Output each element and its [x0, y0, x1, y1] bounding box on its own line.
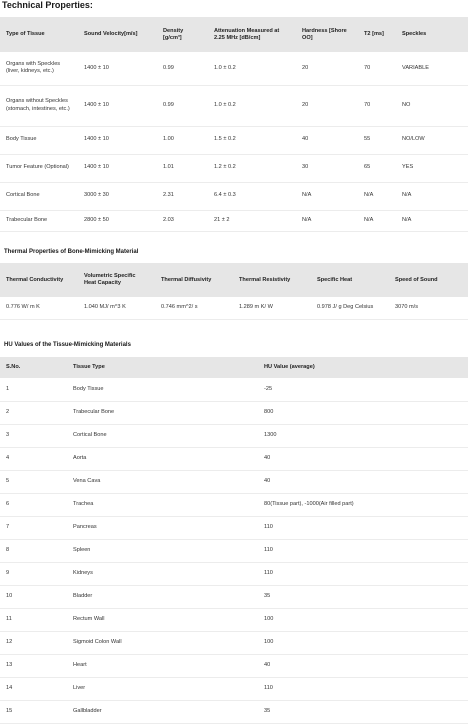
table-cell: 40	[264, 477, 271, 484]
table-cell: Body Tissue	[73, 385, 104, 392]
column-header: Volumetric Specific Heat Capacity	[78, 263, 155, 297]
table-cell: 14	[6, 684, 13, 691]
table-cell: NO	[402, 101, 411, 108]
table-cell: Kidneys	[73, 569, 93, 576]
table-cell: 4	[6, 454, 10, 461]
table-cell: Body Tissue	[6, 136, 37, 143]
table-cell: 1.5 ± 0.2	[214, 136, 236, 143]
column-header: T2 [ms]	[358, 17, 396, 52]
table-cell: 13	[6, 661, 13, 668]
column-header: Tissue Type	[67, 357, 258, 378]
table-cell: Liver	[73, 684, 86, 691]
column-header: Hardness [Shore OO]	[296, 17, 358, 52]
table-cell: 1.0 ± 0.2	[214, 101, 236, 108]
table-row	[0, 470, 468, 493]
table-cell: 35	[264, 592, 271, 599]
table-row	[0, 154, 468, 182]
table-row	[0, 52, 468, 85]
table-row	[0, 677, 468, 700]
table-cell: N/A	[302, 216, 312, 223]
technical-properties-table	[0, 17, 468, 232]
table-row	[0, 516, 468, 539]
table-cell: 110	[264, 684, 273, 691]
table-cell: N/A	[402, 216, 412, 223]
table-row	[0, 182, 468, 210]
table-cell: 1.289 m K/ W	[239, 304, 273, 310]
table-cell: 3	[6, 431, 10, 438]
table-cell: 21 ± 2	[214, 216, 230, 223]
table-row	[0, 401, 468, 424]
table-cell: 40	[264, 454, 271, 461]
column-header: Attenuation Measured at 2.25 MHz [dB/cm]	[208, 17, 296, 52]
table-cell: 9	[6, 569, 10, 576]
column-header: Density [g/cm³]	[157, 17, 208, 52]
table-row	[0, 562, 468, 585]
table-row	[0, 700, 468, 723]
column-header: Type of Tissue	[0, 17, 78, 52]
table-cell: Organs without Speckles (stomach, intestines, etc.)	[6, 98, 70, 112]
table-row	[0, 608, 468, 631]
column-header: Specific Heat	[311, 263, 389, 297]
table-cell: Spleen	[73, 546, 91, 553]
table-cell: 7	[6, 523, 10, 530]
table-cell: 2.31	[163, 192, 174, 199]
table-row	[0, 424, 468, 447]
table-cell: Cortical Bone	[6, 192, 40, 199]
table-row	[0, 126, 468, 154]
table-cell: 110	[264, 569, 273, 576]
table-cell: Tumor Feature (Optional)	[6, 164, 69, 171]
table-cell: 20	[302, 64, 309, 71]
table-cell: 2800 ± 50	[84, 216, 109, 223]
table-row	[0, 85, 468, 126]
column-header: Thermal Resistivity	[233, 263, 311, 297]
table-cell: 5	[6, 477, 10, 484]
table-cell: 1300	[264, 431, 277, 438]
table-cell: 0.776 W/ m K	[6, 304, 40, 310]
table-cell: 35	[264, 707, 271, 714]
table-cell: 1.2 ± 0.2	[214, 164, 236, 171]
table-cell: 0.746 mm^2/ s	[161, 304, 198, 310]
table-cell: 0.99	[163, 64, 174, 71]
table-cell: 80(Tissue part), -1000(Air filled part)	[264, 500, 354, 507]
table-row	[0, 447, 468, 470]
table-cell: 15	[6, 707, 13, 714]
table-row	[0, 493, 468, 516]
table-cell: 110	[264, 546, 273, 553]
table-cell: 8	[6, 546, 10, 553]
table-cell: 12	[6, 638, 13, 645]
hu-section-title: HU Values of the Tissue-Mimicking Materials	[4, 342, 131, 348]
table-cell: 55	[364, 136, 371, 143]
column-header: S.No.	[0, 357, 67, 378]
column-header: Thermal Conductivity	[0, 263, 78, 297]
thermal-section-title: Thermal Properties of Bone-Mimicking Material	[4, 249, 139, 255]
table-cell: 100	[264, 638, 274, 645]
table-cell: 1.00	[163, 136, 174, 143]
table-cell: 3000 ± 30	[84, 192, 109, 199]
table-row	[0, 631, 468, 654]
table-row	[0, 297, 468, 319]
table-cell: Trachea	[73, 500, 94, 507]
table-cell: 65	[364, 164, 371, 171]
table-row	[0, 654, 468, 677]
table-header-row	[0, 17, 468, 52]
table-cell: Trabecular Bone	[6, 216, 48, 223]
table-cell: 0.978 J/ g Deg Celsius	[317, 304, 374, 310]
table-row	[0, 539, 468, 562]
table-cell: 110	[264, 523, 273, 530]
column-header: Speed of Sound	[389, 263, 468, 297]
table-cell: Heart	[73, 661, 87, 668]
thermal-properties-table	[0, 263, 468, 320]
table-cell: 3070 m/s	[395, 304, 419, 310]
column-header: HU Value (average)	[258, 357, 468, 378]
table-cell: 1400 ± 10	[84, 101, 109, 108]
table-cell: 70	[364, 64, 371, 71]
table-cell: 0.99	[163, 101, 174, 108]
column-header: Thermal Diffusivity	[155, 263, 233, 297]
table-cell: N/A	[364, 216, 374, 223]
table-cell: 2.03	[163, 216, 174, 223]
table-cell: 800	[264, 408, 274, 415]
table-cell: 1.0 ± 0.2	[214, 64, 236, 71]
table-cell: Vena Cava	[73, 477, 101, 484]
table-cell: NO/LOW	[402, 136, 425, 143]
table-cell: 10	[6, 592, 13, 599]
table-cell: Rectum Wall	[73, 615, 105, 622]
column-header: Speckles	[396, 17, 468, 52]
table-cell: -25	[264, 385, 273, 392]
table-cell: 1400 ± 10	[84, 164, 109, 171]
table-cell: 6.4 ± 0.3	[214, 192, 236, 199]
column-header: Sound Velocity[m/s]	[78, 17, 157, 52]
table-cell: 2	[6, 408, 10, 415]
table-cell: 1.01	[163, 164, 174, 171]
table-cell: 70	[364, 101, 371, 108]
table-cell: 100	[264, 615, 274, 622]
hu-values-table	[0, 357, 468, 724]
table-cell: Aorta	[73, 454, 87, 461]
table-row	[0, 585, 468, 608]
table-cell: 30	[302, 164, 309, 171]
table-row	[0, 210, 468, 231]
table-cell: YES	[402, 164, 414, 171]
table-header-row	[0, 263, 468, 297]
table-cell: N/A	[402, 192, 412, 199]
table-cell: 40	[302, 136, 309, 143]
table-cell: VARIABLE	[402, 64, 429, 71]
page-title: Technical Properties:	[2, 0, 93, 10]
table-header-row	[0, 357, 468, 378]
table-cell: 1400 ± 10	[84, 64, 109, 71]
table-cell: 40	[264, 661, 271, 668]
table-cell: Pancreas	[73, 523, 97, 530]
table-cell: Organs with Speckles (liver, kidneys, etc.)	[6, 60, 61, 75]
table-cell: 1.040 MJ/ m^3 K	[84, 304, 126, 310]
table-cell: 1400 ± 10	[84, 136, 109, 143]
table-cell: 6	[6, 500, 10, 507]
table-cell: N/A	[302, 192, 312, 199]
table-cell: Sigmoid Colon Wall	[73, 638, 122, 645]
table-cell: 20	[302, 101, 309, 108]
table-row	[0, 378, 468, 401]
table-cell: 11	[6, 615, 12, 622]
table-cell: N/A	[364, 192, 374, 199]
table-cell: Gallbladder	[73, 707, 102, 714]
table-cell: 1	[6, 385, 10, 392]
table-cell: Trabecular Bone	[73, 408, 115, 415]
table-cell: Cortical Bone	[73, 431, 107, 438]
table-cell: Bladder	[73, 592, 93, 599]
